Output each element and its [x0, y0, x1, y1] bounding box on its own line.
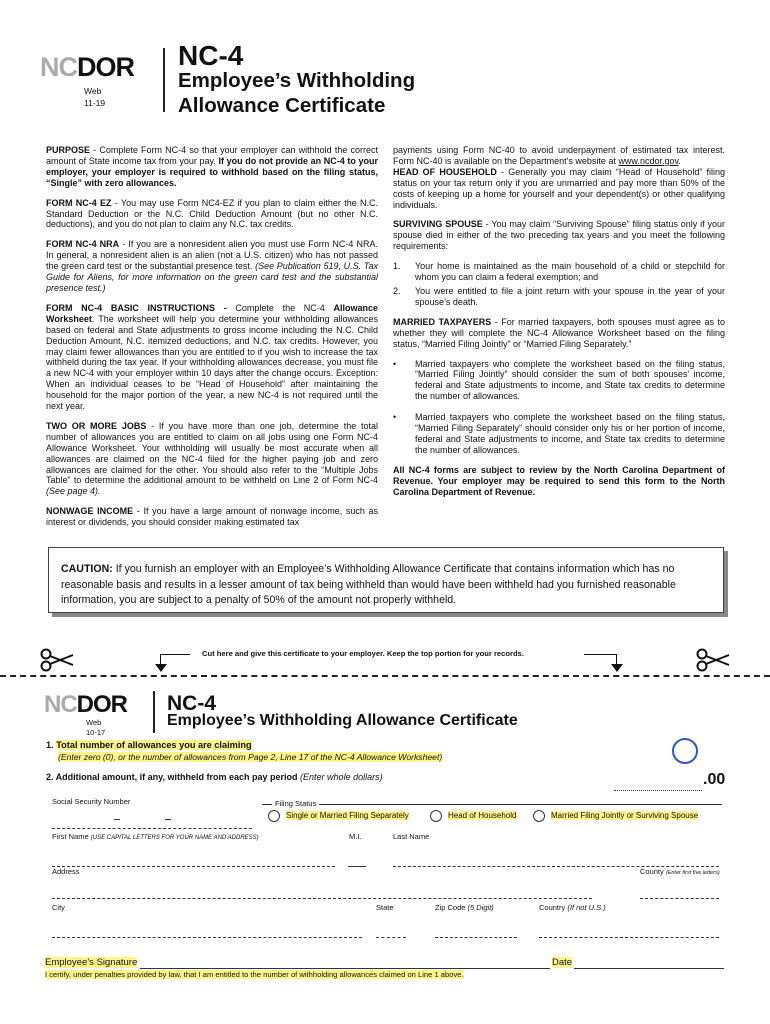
radio-button[interactable]: [533, 810, 545, 822]
cut-instruction: Cut here and give this certificate to your employer. Keep the top portion for your records.: [202, 649, 524, 658]
address-input[interactable]: [52, 898, 592, 899]
certification-text: I certify, under penalties provided by law, that I am entitled to the number of withholding allowances claimed on Line 1 above.: [45, 970, 464, 979]
nonwage-income-paragraph: NONWAGE INCOME - If you have a large amount of nonwage income, such as interest or dividends, you should consider making estimated tax: [46, 506, 378, 528]
form-number: NC-4: [167, 692, 217, 715]
head-of-household-paragraph: HEAD OF HOUSEHOLD - Generally you may claim “Head of Household” filing status on your tax return only if you are unmarried and pay more than 50% of the costs of keeping up a home for yourself and your dependent(s) or other qualifying individuals.: [393, 166, 725, 210]
caution-text: If you furnish an employer with an Employee’s Withholding Allowance Certificate that contains information which has no reasonable basis and results in a lesser amount of tax being withheld than would have been withheld had you furnished reasonable information, you are subject to a penalty of 50% of the amount not properly withheld.: [61, 563, 676, 606]
form-number: NC-4: [178, 40, 244, 71]
cut-arrow-right-line: [584, 654, 616, 655]
line2-label: 2. Additional amount, if any, withheld from each pay period (Enter whole dollars): [46, 772, 383, 782]
web-date: 11-19: [84, 98, 106, 108]
scissors-icon: [40, 648, 74, 672]
radio-button[interactable]: [268, 810, 280, 822]
surviving-spouse-paragraph: SURVIVING SPOUSE - You may claim “Surviving Spouse” filing status only if your spouse died in either of the two preceding tax years and you meet the following requirements:: [393, 219, 726, 252]
arrow-down-icon: [611, 664, 623, 672]
country-label: Country (If not U.S.): [539, 903, 606, 912]
ssn-input[interactable]: [52, 828, 252, 829]
dashed-cut-line[interactable]: [0, 675, 770, 677]
form-title: Employee’s Withholding Allowance Certificate: [167, 712, 518, 729]
first-name-input[interactable]: [52, 866, 335, 867]
web-label: Web: [84, 86, 102, 96]
ncdor-logo: NCDOR: [40, 52, 134, 82]
city-input[interactable]: [52, 937, 362, 938]
ncdor-website-link[interactable]: www.ncdor.gov: [618, 155, 679, 166]
first-name-label: First Name (USE CAPITAL LETTERS FOR YOUR NAME AND ADDRESS): [52, 832, 259, 841]
cut-arrow-right-stem: [616, 654, 617, 664]
ssn-dash: [114, 819, 120, 820]
signature-input[interactable]: [140, 968, 550, 969]
mi-label: M.I.: [349, 832, 362, 841]
country-input[interactable]: [539, 937, 719, 938]
state-input[interactable]: [376, 937, 406, 938]
instructions-right-column: [393, 145, 725, 506]
nc4-nra-paragraph: FORM NC-4 NRA - If you are a nonresident alien you must use Form NC-4 NRA. In general, a nonresident alien is an alien (not a U.S. citizen) who has not passed the green card test or the substantial presence test. (See Publication 519, U.S. Tax Guide for Aliens, for more information on the green card test and the substantial presence test.): [46, 239, 378, 293]
basic-instructions-paragraph: FORM NC-4 BASIC INSTRUCTIONS - Complete the NC-4 Allowance Worksheet. The worksheet will help you determine your withholding allowances based on federal and State adjustments to gross income including the N.C. Child Deduction Amount, N.C. itemized deductions, and N.C. tax credits. However, you may claim fewer allowances than you are entitled to if you wish to increase the tax withheld during the tax year. If your withholding allowances decrease, you must file a new NC-4 with your employer within 10 days after the change occurs. Exception: When an individual ceases to be “Head of Household” after maintaining the household for the major portion of the year, a new NC-4 is not required until the next year.: [46, 302, 378, 412]
cut-arrow-left-line: [160, 654, 190, 655]
zip-label: Zip Code (5 Digit): [435, 903, 494, 912]
city-label: City: [52, 903, 65, 912]
purpose-paragraph: PURPOSE - Complete Form NC-4 so that your employer can withhold the correct amount of State income tax from your pay. If you do not provide an NC-4 to your employer, your employer is required to withhold based on the filing status, “Single” with zero allowances.: [46, 145, 378, 188]
county-label: County (Enter first five letters): [640, 867, 720, 876]
caution-heading: CAUTION:: [61, 563, 113, 575]
last-name-label: Last Name: [393, 832, 430, 841]
filing-status-hoh[interactable]: Head of Household: [430, 810, 517, 822]
married-taxpayers-list: [393, 359, 725, 456]
allowances-input[interactable]: [672, 738, 698, 764]
review-notice: All NC-4 forms are subject to review by the North Carolina Department of Revenue. Your employer may be required to send this form to the North Carolina Department of Revenue.: [393, 464, 725, 497]
scissors-icon: [696, 648, 730, 672]
ssn-dash: [165, 819, 171, 820]
list-item: • Married taxpayers who complete the worksheet based on the filing status, “Married Filing Jointly” should consider the sum of both spouses’ income, federal and State adjustments to income, and State tax credits to determine the number of allowances.: [393, 358, 725, 402]
cents-label: .00: [703, 771, 726, 788]
mi-input[interactable]: [348, 866, 366, 867]
arrow-down-icon: [155, 664, 167, 672]
radio-button[interactable]: [430, 810, 442, 822]
ncdor-logo: NCDOR: [44, 691, 128, 718]
two-jobs-paragraph: TWO OR MORE JOBS - If you have more than one job, determine the total number of allowances you are entitled to claim on all jobs using one Form NC-4 Allowance Worksheet. Your withholding will usually be most accurate when all allowances are claimed on the NC-4 filed for the higher paying job and zero allowances are claimed for the other. You should also refer to the “Multiple Jobs Table” to determine the additional amount to be withheld on Line 2 of Form NC-4 (See page 4).: [46, 420, 378, 497]
filing-status-single[interactable]: Single or Married Filing Separately: [268, 810, 409, 822]
county-input[interactable]: [640, 898, 719, 899]
form-title-line1: Employee’s Withholding: [178, 69, 416, 92]
nc4-ez-paragraph: FORM NC-4 EZ - You may use Form NC4-EZ if you plan to claim either the N.C. Standard Deduction or the N.C. Child Deduction Amount (but no other N.C. deductions), and you do not plan to claim any N.C. tax credits.: [46, 197, 378, 230]
state-label: State: [376, 903, 394, 912]
filing-status-mfj[interactable]: Married Filing Jointly or Surviving Spouse: [533, 810, 698, 822]
nonwage-continued-paragraph: payments using Form NC-40 to avoid underpayment of estimated tax interest. Form NC-40 is available on the Department’s website at www.ncdor.gov.: [393, 145, 725, 166]
web-label: Web: [86, 718, 102, 727]
filing-status-label: Filing Status: [272, 799, 319, 808]
cut-arrow-left-stem: [160, 654, 161, 664]
line1-instruction: (Enter zero (0), or the number of allowances from Page 2, Line 17 of the NC-4 Allowance Worksheet): [58, 752, 443, 762]
signature-label: Employee’s Signature: [45, 957, 138, 968]
web-date: 10-17: [86, 728, 106, 737]
additional-amount-input[interactable]: [614, 780, 702, 791]
ssn-label: Social Security Number: [52, 797, 131, 806]
list-item: • Married taxpayers who complete the worksheet based on the filing status, “Married Filing Separately” should consider only his or her portion of income, federal and State adjustments to income, and State tax credits to determine the number of allowances.: [393, 412, 725, 455]
header-divider: [153, 691, 155, 733]
date-label: Date: [552, 957, 573, 968]
list-item: 1. Your home is maintained as the main household of a child or stepchild for whom you can claim a federal exemption; and: [393, 261, 725, 283]
list-item: 2. You were entitled to file a joint return with your spouse in the year of your spouse’s death.: [393, 285, 725, 307]
zip-input[interactable]: [435, 937, 517, 938]
header-divider: [163, 48, 165, 112]
married-taxpayers-paragraph: MARRIED TAXPAYERS - For married taxpayers, both spouses must agree as to whether they will complete the NC-4 Allowance Worksheet based on the filing status, “Married Filing Jointly” or “Married Filing Separately.”: [393, 316, 725, 349]
caution-box: [48, 547, 724, 613]
surviving-spouse-requirements: [393, 261, 725, 308]
instructions-left-column: [46, 145, 378, 537]
form-title-line2: Allowance Certificate: [178, 94, 386, 117]
address-label: Address: [52, 867, 80, 876]
line1-label: 1. Total number of allowances you are claiming: [46, 740, 252, 750]
date-input[interactable]: [574, 968, 724, 969]
